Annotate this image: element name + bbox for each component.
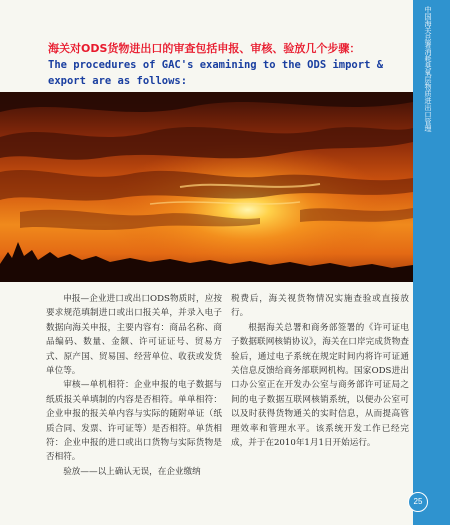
sunset-photo [0,92,413,282]
heading-chinese: 海关对ODS货物进出口的审查包括申报、审核、验放几个步骤： [48,42,361,55]
heading-english: The procedures of GAC's examining to the ODS import & export are as follows: [48,59,384,87]
body-column-right [231,292,409,450]
paragraph-declaration: 申报—企业进口或出口ODS物质时，应按要求规范填制进口或出口报关单，并录入电子数据向海关申报，主要内容有：商品名称、商品编码、数量、金额、许可证证号、贸易方式、原产国、贸易国、经营单位、收获或发货单位等。 [46,294,222,377]
page-number: 25 [408,492,428,512]
paragraph-release-continued: 税费后，海关视货物情况实施查验或直接放行。 [231,294,409,319]
sidebar-vertical-title: 中国海关总署消耗臭氧层物质进出口管理 [424,6,432,132]
body-column-left [46,292,222,479]
paragraph-examination: 审核—单机相符：企业申报的电子数据与纸质报关单填制的内容是否相符。单单相符：企业申报的报关单内容与实际的随附单证（纸质合同、发票、许可证等）是否相符。单货相符：企业申报的进口或出口货物与实际货物是否相符。 [46,380,222,463]
paragraph-release: 验放——以上确认无误，在企业缴纳 [63,466,201,477]
paragraph-license-verification: 根据海关总署和商务部签署的《许可证电子数据联网核销协议》，海关在口岸完成货物查验后，通过电子系统在规定时间内将许可证通关信息反馈给商务部联网机构。国家ODS进出口办公室正在开发办公室与商务部许可证局之间的电子数据互联网核销系统，以便办公室可以及时获得货物通关的实时信息，从而提高管理效率和管理水平。该系统开发工作已经完成，并于在2010年1月1日开始运行。 [231,322,409,449]
